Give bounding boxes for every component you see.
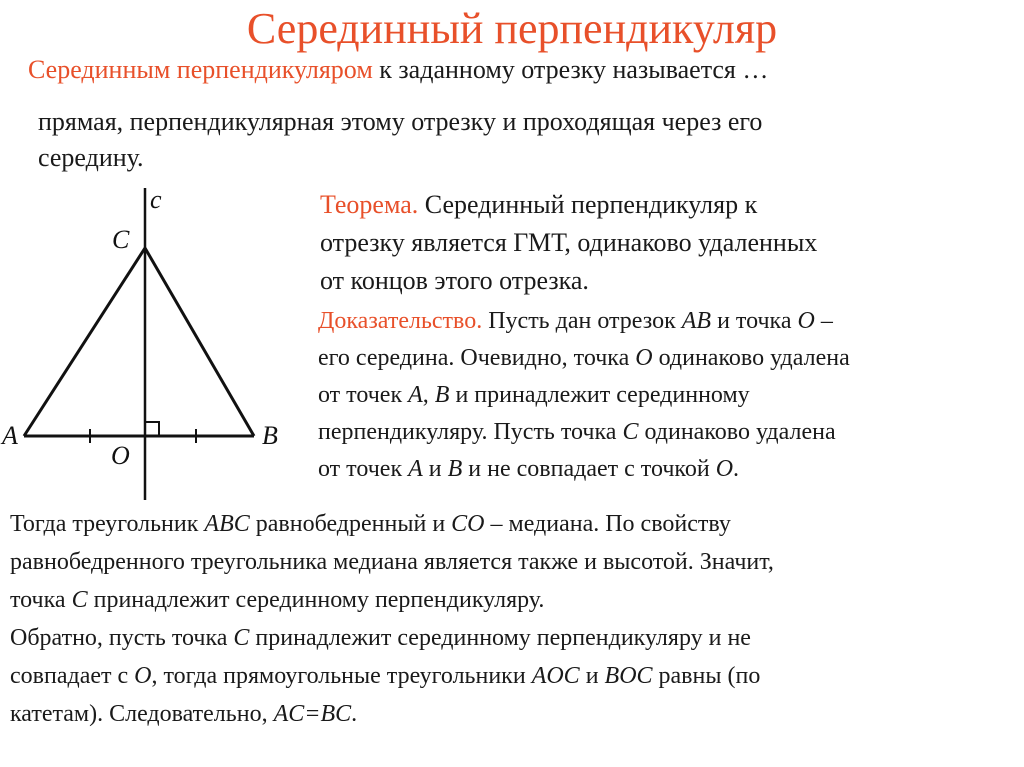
theorem-block	[320, 186, 817, 300]
conclusion-text: равны (по	[652, 663, 761, 689]
conclusion-math: O	[134, 663, 152, 689]
conclusion-text: катетам). Следовательно,	[10, 701, 274, 727]
conclusion-math: AOC	[531, 663, 580, 689]
proof-text: его середина. Очевидно, точка	[318, 345, 636, 371]
side-ac	[24, 248, 145, 436]
conclusion-text: , тогда прямоугольные треугольники	[151, 663, 532, 689]
conclusion-math: C	[233, 625, 250, 651]
conclusion-text: равнобедренный и	[249, 511, 452, 537]
theorem-line2: отрезку является ГМТ, одинаково удаленных	[320, 228, 818, 257]
proof-text: –	[814, 308, 833, 334]
proof-text: одинаково удалена	[638, 419, 836, 445]
theorem-line1: Серединный перпендикуляр к	[418, 190, 758, 219]
proof-text: и принадлежит серединному	[449, 382, 750, 408]
conclusion-block	[10, 505, 774, 733]
triangle-figure	[0, 186, 300, 506]
conclusion-text: Обратно, пусть точка	[10, 625, 234, 651]
conclusion-text: точка	[10, 587, 72, 613]
label-vertex-b: B	[262, 421, 278, 450]
definition-answer-line1: прямая, перпендикулярная этому отрезку и проходящая через его	[38, 107, 763, 136]
proof-math: C	[622, 419, 639, 445]
label-vertex-c: C	[112, 225, 130, 254]
side-bc	[145, 248, 254, 436]
proof-text: Пусть дан отрезок	[482, 308, 682, 334]
label-point-o: O	[111, 441, 130, 470]
theorem-line3: от концов этого отрезка.	[320, 266, 589, 295]
right-angle-mark	[145, 422, 159, 436]
proof-text: и	[422, 456, 448, 482]
proof-text: ,	[422, 382, 435, 408]
definition-answer-line2: середину.	[38, 143, 144, 172]
conclusion-text: равнобедренного треугольника медиана является также и высотой. Значит,	[10, 549, 774, 575]
proof-text: .	[733, 456, 740, 482]
proof-text: перпендикуляру. Пусть точка	[318, 419, 623, 445]
definition-term: Серединным перпендикуляром	[28, 55, 373, 84]
label-line-c: c	[150, 186, 162, 214]
conclusion-text: принадлежит серединному перпендикуляру и не	[249, 625, 751, 651]
conclusion-text: Тогда треугольник	[10, 511, 205, 537]
conclusion-math: CO	[451, 511, 485, 537]
proof-math: O	[635, 345, 653, 371]
proof-block	[318, 303, 850, 488]
conclusion-math: ABC	[204, 511, 250, 537]
conclusion-math: BOC	[604, 663, 653, 689]
conclusion-text: совпадает с	[10, 663, 135, 689]
proof-math: A	[408, 456, 423, 482]
proof-text: от точек	[318, 456, 409, 482]
conclusion-text: .	[351, 701, 358, 727]
proof-label: Доказательство.	[318, 308, 483, 334]
definition-rest: к заданному отрезку называется …	[372, 55, 769, 84]
proof-text: и точка	[711, 308, 798, 334]
proof-text: и не совпадает с точкой	[462, 456, 716, 482]
definition-prompt	[28, 52, 768, 88]
proof-text: от точек	[318, 382, 409, 408]
conclusion-math: C	[71, 587, 88, 613]
proof-math: B	[447, 456, 463, 482]
page-title: Серединный перпендикуляр	[246, 4, 778, 53]
proof-math: A	[408, 382, 423, 408]
proof-math: AB	[681, 308, 712, 334]
proof-math: B	[434, 382, 450, 408]
proof-math: O	[797, 308, 815, 334]
label-vertex-a: A	[2, 421, 18, 450]
proof-text: одинаково удалена	[652, 345, 850, 371]
conclusion-math: AC=BC	[273, 701, 352, 727]
conclusion-text: и	[579, 663, 605, 689]
proof-math: O	[715, 456, 734, 482]
definition-answer	[38, 104, 762, 176]
theorem-label: Теорема.	[320, 190, 419, 219]
conclusion-text: принадлежит серединному перпендикуляру.	[87, 587, 545, 613]
conclusion-text: – медиана. По свойству	[484, 511, 731, 537]
